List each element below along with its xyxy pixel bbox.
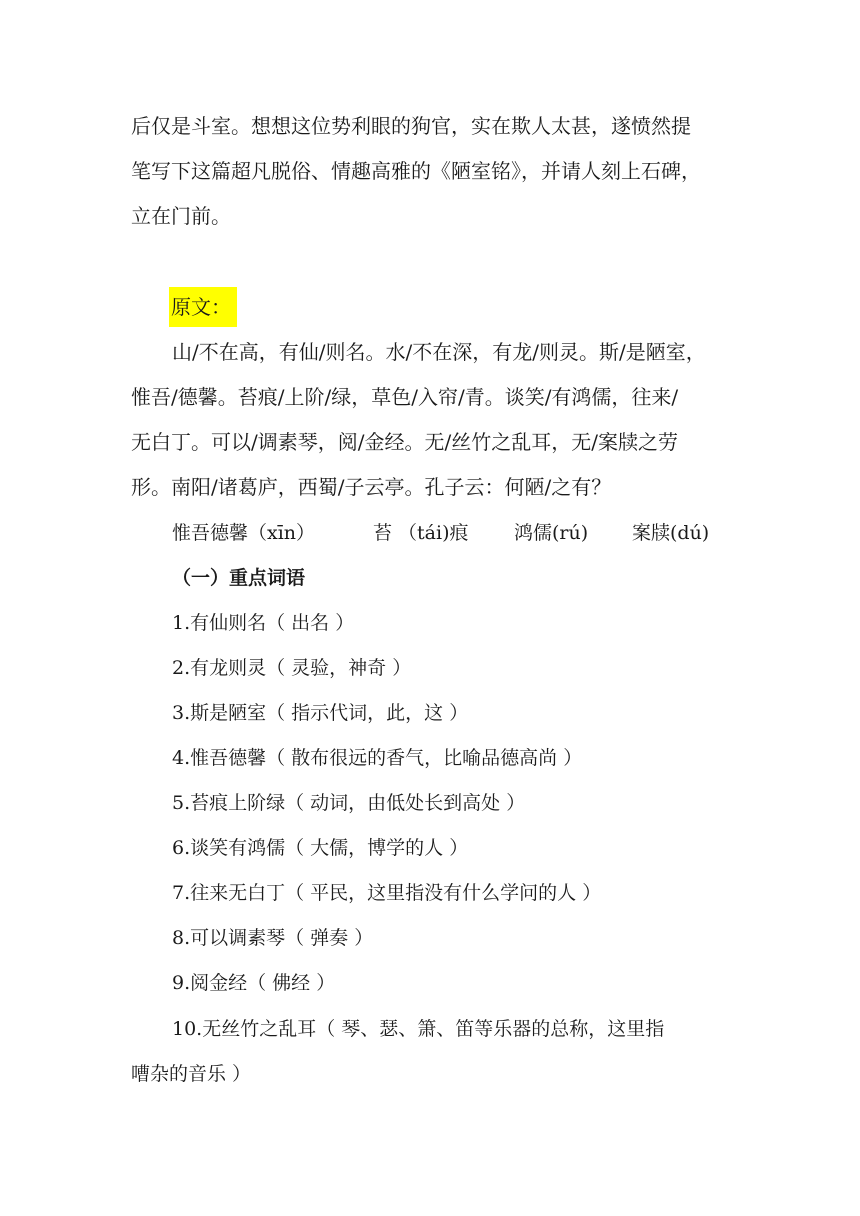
pronunciation-item: 苔 （tái)痕 [373, 522, 469, 544]
pronunciation-item: 案牍(dú) [632, 522, 710, 544]
pronunciation-item: 鸿儒(rú) [514, 522, 589, 544]
vocab-item: 9.阅金经（ 佛经 ） [172, 972, 336, 994]
vocab-item: 2.有龙则灵（ 灵验，神奇 ） [172, 657, 412, 679]
original-line: 无白丁。可以/调素琴，阅/金经。无/丝竹之乱耳，无/案牍之劳 [131, 430, 678, 454]
original-line: 形。南阳/诸葛庐，西蜀/子云亭。孔子云：何陋/之有？ [131, 475, 612, 499]
pronunciation-notes [172, 518, 709, 548]
vocab-item: 8.可以调素琴（ 弹奏 ） [172, 927, 374, 949]
vocab-item: 5.苔痕上阶绿（ 动词，由低处长到高处 ） [172, 792, 526, 814]
vocab-item: 1.有仙则名（ 出名 ） [172, 612, 355, 634]
original-text-paragraph [131, 330, 731, 510]
original-line: 惟吾/德馨。苔痕/上阶/绿，草色/入帘/青。谈笑/有鸿儒，往来/ [131, 385, 679, 409]
pronunciation-item: 惟吾德馨（xīn） [172, 522, 316, 544]
intro-line: 后仅是斗室。想想这位势利眼的狗官，实在欺人太甚，遂愤然提 [131, 114, 691, 138]
intro-line: 笔写下这篇超凡脱俗、情趣高雅的《陋室铭》，并请人刻上石碑， [131, 159, 701, 183]
vocab-section-title: （一）重点词语 [172, 567, 306, 589]
vocab-item-line: 10.无丝竹之乱耳（ 琴、瑟、箫、笛等乐器的总称，这里指 [172, 1018, 665, 1040]
vocab-item-10 [131, 1007, 731, 1097]
original-line: 山/不在高，有仙/则名。水/不在深，有龙/则灵。斯/是陋室， [172, 340, 706, 364]
vocab-item: 7.往来无白丁（ 平民，这里指没有什么学问的人 ） [172, 882, 602, 904]
intro-paragraph [131, 104, 731, 239]
vocab-item: 3.斯是陋室（ 指示代词，此，这 ） [172, 702, 469, 724]
intro-line: 立在门前。 [131, 204, 231, 228]
vocab-item: 6.谈笑有鸿儒（ 大儒，博学的人 ） [172, 837, 469, 859]
vocab-item: 4.惟吾德馨（ 散布很远的香气，比喻品德高尚 ） [172, 747, 583, 769]
vocab-item-line: 嘈杂的音乐 ） [131, 1063, 252, 1085]
original-text-heading: 原文： [169, 287, 237, 327]
